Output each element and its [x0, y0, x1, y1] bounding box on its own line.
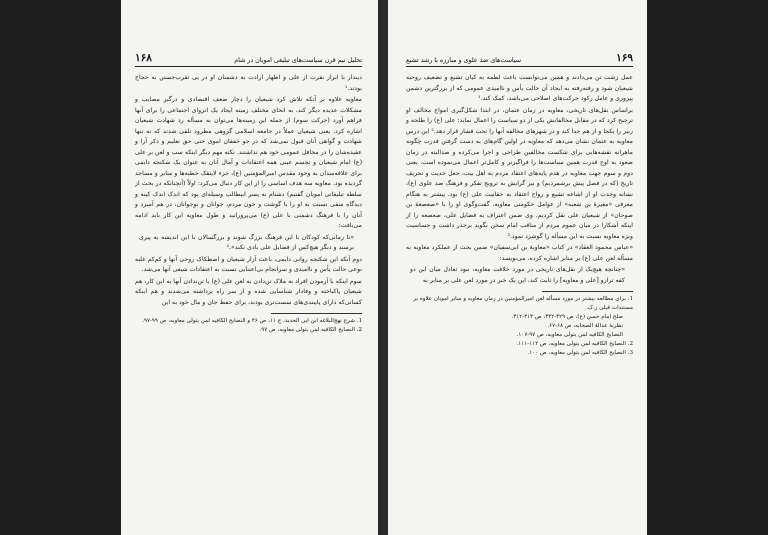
- right-quote: «چنانچه هیچ‌یک از نقل‌های تاریخی در مورد خلافت معاویه، نبود تعادل میان این دو کفه ترازو [علی و معاویه] را ثابت کند، این یک خبر در مورد لعن علی بر منابر به: [410, 266, 625, 284]
- left-page-number: ۱۶۸: [135, 52, 152, 64]
- right-paragraph: عمل زشت تن می‌دادند و همین می‌توانست باعث لطمه به کیان تشیع و تضعیف روحیه شیعیان شود و رفته‌رفته به ایجاد آن حالت یأس و ناامیدی عمومی که از بزرگترین دشمن پیروزی و عامل رکود حرکت‌های اصلاحی می‌باشد، کمک کند.¹: [406, 74, 633, 102]
- left-footnote: 2. النصایح الکافیه لمن یتولی معاویه، ص ۹۷.: [259, 327, 362, 333]
- right-footnote: صلح امام حسن (ع)، ص ۳۲۹-۳۳۲، ص ۳۱۳-۳۱۲.: [511, 314, 623, 320]
- right-paragraph: براساس نقل‌های تاریخی، معاویه در زمان عثمان، در ابتدا شکل‌گیری امواج مخالف او ترجیح کرد که در مقابل مخالفانش یکی از دو سیاست را اعمال نماید: علی (ع) را طلحه و زبیر را یکجا و از هم جدا کند و در شهرهای مخالفه آنها را تحت فشار قرار دهد.² این درس معاویه به عثمان نشان می‌دهد که معاویه در اولین گام‌های به دست گرفتن قدرت چگونه ماهرانه نقشه‌هایی برای شکست مخالفین طراحی و اجرا می‌کرده و صدالبته در زمان صعود به اوج قدرت همین سیاست‌ها را فراگیرتر و کامل‌تر اعمال می‌نموده است. یعنی دوم و سوم جهت معاویه در هدم پایه‌های اعتقاد مردم به اهل بیت، جعل حدیث و تحریف تاریخ (که در فصل پیش برشمردیم) و نیز گرایش به ترویج تفکر و فرهنگ ضد علوی (ع)، نشانه وحدت او از اشاعه تشیع و رواج اعتقاد به حقانیت علی (ع) بود. پیشتر به هنگام معرفی «مغیرهٔ بن شعبه» از عوامل حکومتی معاویه، گفت‌وگوی او را با «صعصعهٔ بن صوحان» از شیعیان علی نقل کردیم. وی ضمن اعتراف به فضایل علی، صعصعه را از اینکه آشکارا در میان عموم مردم از مناقب امام سخن بگوید برحذر داشت و حساسیت ویژه معاویه نسبت به این مسأله را گوشزد نمود.³: [406, 106, 633, 240]
- right-footnote: 2. النصایح الکافیه لمن یتولی معاویه، ص ۱۱۲-۱۱۱.: [516, 341, 633, 347]
- right-page-number: ۱۶۹: [616, 52, 633, 64]
- right-footnote: نظریهٔ عدالهٔ الصحابه، ص ۶۸-۶۷.: [547, 323, 623, 329]
- left-footnote-divider: [271, 313, 362, 314]
- right-footnote: 3. النصایح الکافیه لمن یتولی معاویه، ص ۱۰۰.: [527, 350, 633, 356]
- right-footnote: النصایح الکافیه لمن یتولی معاویه، ص ۹۷-۱۰۷.: [516, 332, 623, 338]
- right-footnote-divider: [542, 291, 633, 292]
- right-running-title: سیاست‌های ضد علوی و مبارزه با رشد تشیع: [406, 57, 521, 64]
- right-page-header: [406, 52, 633, 67]
- right-page: [388, 0, 647, 535]
- left-paragraph: دیندار با ابراز نفرت از علی و اظهار ارادت به دشمنان او در پی تقرب‌جستن به حجاج بودند.¹: [135, 74, 362, 92]
- left-quote: «تا زمانی‌که کودکان با این فرهنگ بزرگ شوند و بزرگسالان با این اندیشه به پیری برسند و دیگر هیچ‌کس از فضایل علی یادی نکند».²: [139, 233, 354, 251]
- right-paragraph: «عباس محمود العقاد» در کتاب «معاویهٔ بن ابی‌سفیان» ضمن بحث از عملکرد معاویه به مسأله لعن علی (ع) بر منابر اشاره کرده، می‌نویسد:: [406, 244, 633, 262]
- left-page-header: [135, 52, 362, 67]
- left-paragraph: سوم اینکه با آزمودن افراد به ملاک تن‌دادن به لعن علی (ع) یا تن‌ندادن آنها به این کار، هم شیعیان پاکباخته و وفادار شناسایی شده و از سر راه برداشته می‌شدند و هم اینکه کسانی‌که دارای پایبندی‌های سست‌تری بودند، برای حفظ جان و مال خود به این: [135, 277, 362, 306]
- left-running-title: تحلیل نیم قرن سیاست‌های تبلیغی امویان در شام: [234, 57, 362, 64]
- left-paragraph: دوم آنکه این شکنجه روانی دایمی، باعث آزار شیعیان و اصطکاک روحی آنها و کم‌کم غلبه نوعی حالت یأس و ناامیدی و سرانجام بی‌اعتنایی نسبت به اعتقادات شیعی آنها می‌شد.: [135, 255, 362, 273]
- left-page: [121, 0, 378, 535]
- left-paragraph: معاویه علاوه بر آنکه تلاش کرد شیعیان را دچار ضعف اقتصادی و درگیر مصایب و مشکلات عدیده دیگر کند، به انحای مختلف زمینه ایجاد یک انزوای اجتماعی را برای آنها فراهم آورد (حرکت سوم) از جمله این زمینه‌ها می‌توان به مسأله رد شهادت شیعیان اشاره کرد. یعنی شیعیان عملاً در جامعه اسلامی گروهی مطرود تلقی شدند که نه تنها شهادت و گواهی آنان قبول نمی‌شد که در جو خفقان اموی حتی حق تعلیم و ذکر آرا و عقیده‌شان را در محافل عمومی خود هم نداشتند. نکته مهم دیگر اینکه سب و لعن بر علی (ع) امام شیعیان و تجسم عینی همه اعتقادات و آمال آنان به عنوان یک شکنجه دایمی برای علاقه‌مندان به وجود مقدس امیرالمؤمنین (ع)، جزء لاینفک خطبه‌ها و منابر و مساجد گردیده بود. معاویه سه هدف اساسی را از این کار دنبال می‌کرد: اولاً (آنچنانکه در بحث از سلطه تبلیغاتی امویان گفتیم) دشنام به پسر ابیطالب وسیله‌ای بود که اندک اندک کینه و دیدگاه منفی نسبت به او را با گوشت و خون مردم، جوانان و نوجوانان، در هم آمیزد و آنان را با فرهنگ دشمنی با علی (ع) می‌پرورانید و طول معاویه این کار باید ادامه می‌یافت:: [135, 96, 362, 229]
- left-footnote: 1. شرح نهج‌البلاغه ابن ابی الحدید، ج ۱۱، ص ۴۶ و النصایح الکافیه لمن یتولی معاویه، ص ۹۹-۹۷.: [142, 318, 362, 324]
- right-footnote: 1. برای مطالعه بیشتر در مورد مسأله لعن امیرالمؤمنین در زمان معاویه و سایر امویان علاوه بر مستندات قبلی ر.ک.: [413, 296, 633, 311]
- book-gutter: [378, 0, 388, 535]
